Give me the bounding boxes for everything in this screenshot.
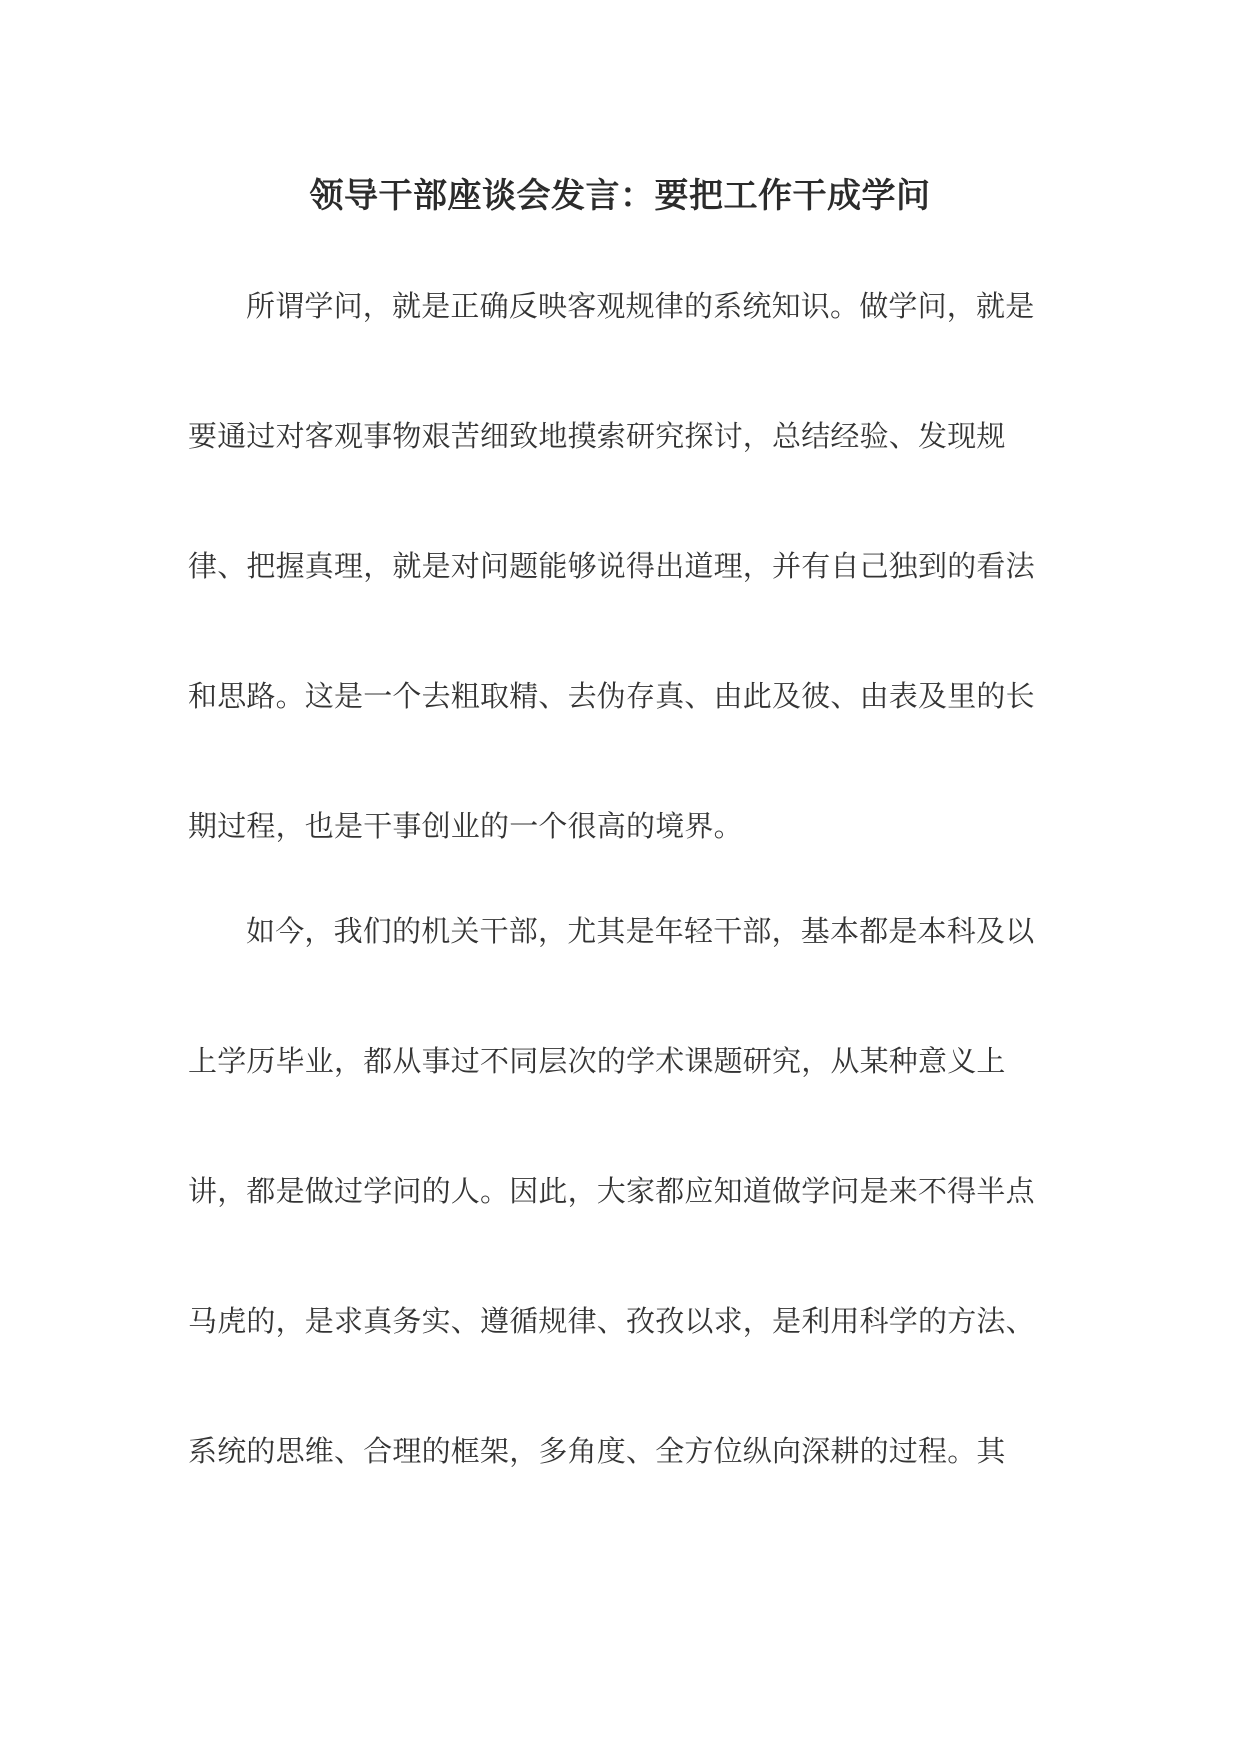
paragraph-1-line-2: 要通过对客观事物艰苦细致地摸索研究探讨，总结经验、发现规 [188,419,1006,453]
paragraph-1-line-5: 期过程，也是干事创业的一个很高的境界。 [188,809,743,843]
document-title: 领导干部座谈会发言：要把工作干成学问 [309,176,931,216]
paragraph-2-line-4: 马虎的，是求真务实、遵循规律、孜孜以求，是利用科学的方法、 [188,1304,1035,1338]
paragraph-2-line-3: 讲，都是做过学问的人。因此，大家都应知道做学问是来不得半点 [188,1174,1035,1208]
paragraph-2-line-5: 系统的思维、合理的框架，多角度、全方位纵向深耕的过程。其 [188,1434,1006,1468]
paragraph-1-line-4: 和思路。这是一个去粗取精、去伪存真、由此及彼、由表及里的长 [188,679,1035,713]
paragraph-2-line-2: 上学历毕业，都从事过不同层次的学术课题研究，从某种意义上 [188,1044,1006,1078]
paragraph-1-line-1: 所谓学问，就是正确反映客观规律的系统知识。做学问，就是 [246,289,1035,323]
paragraph-2-line-1: 如今，我们的机关干部，尤其是年轻干部，基本都是本科及以 [246,914,1035,948]
paragraph-1-line-3: 律、把握真理，就是对问题能够说得出道理，并有自己独到的看法 [188,549,1035,583]
